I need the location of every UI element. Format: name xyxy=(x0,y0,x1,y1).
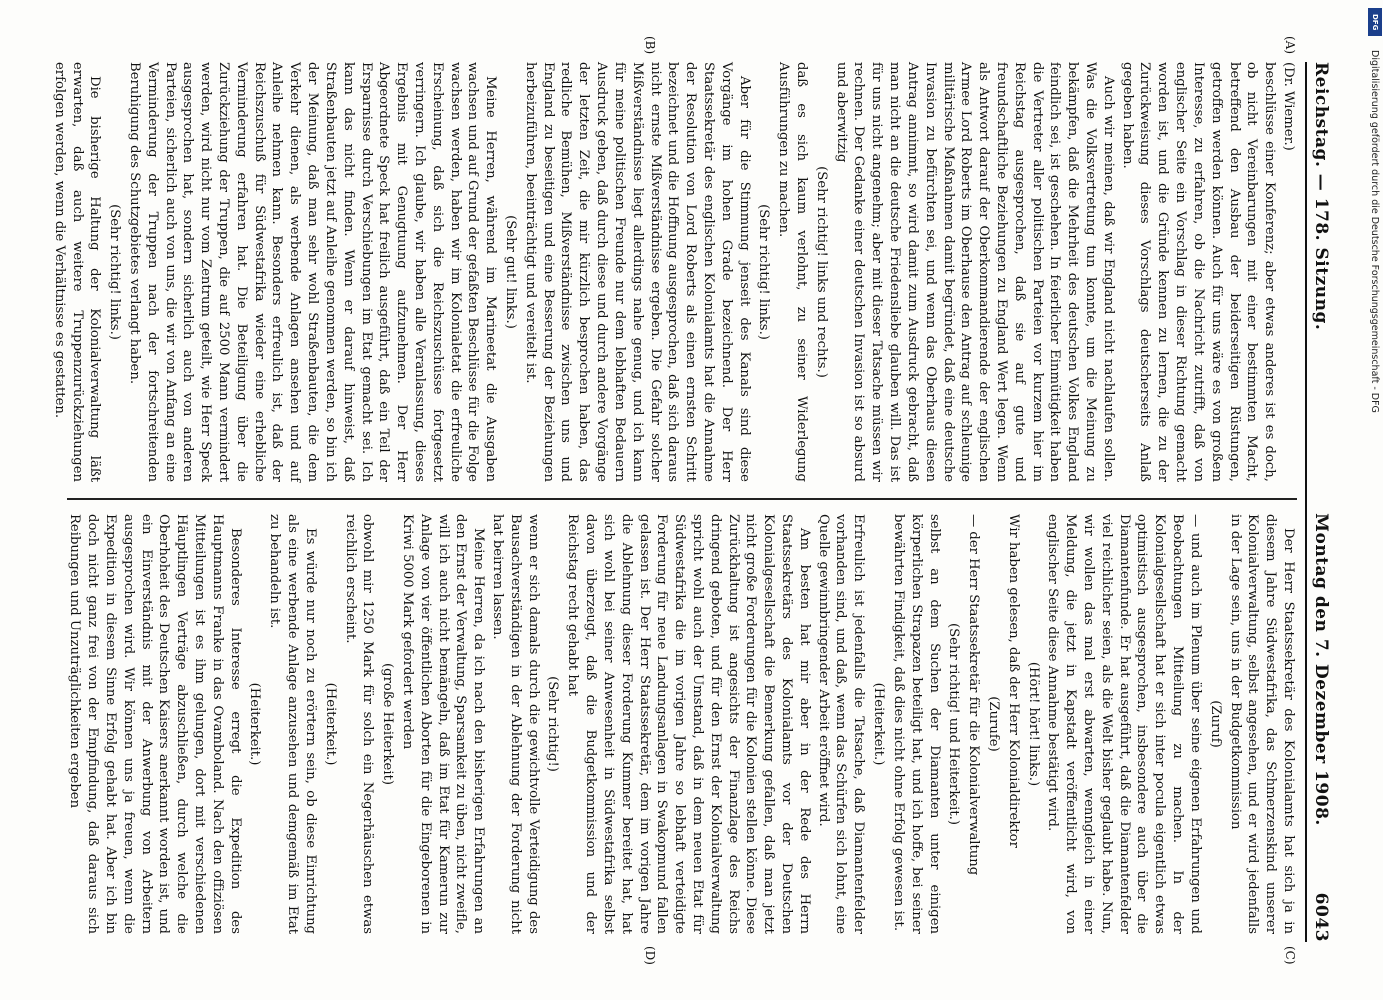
column-divider xyxy=(67,498,1297,500)
interjection: (große Heiterkeit) xyxy=(380,662,396,786)
right-paragraph: Meine Herren, da ich nach den bisherigen Erfahrungen an den Ernst der Verwaltung, Sparsamkeit zu üben, nicht zweifle, will ich auch nicht bemängeln, daß im Etat für Kamerun zur Anlage von vier öffentlichen Aborten für die Eingeborenen in Kriwi 5000 Mark gefordert werden xyxy=(400,514,487,934)
interjection: (Sehr richtig! links.) xyxy=(107,204,123,340)
page-header xyxy=(1305,62,1345,942)
left-paragraph: Aber für die Stimmung jenseit des Kanals sind diese Vorgänge im hohen Grade bezeichnend. Der Herr Staatssekretär des englischen Kolonialamts hat die Annahme der Resolution von Lord Roberts als einen ernsten Schritt bezeichnet und die Hoffnung ausgesprochen, daß sich daraus nicht ernste Mißverständnisse ergeben. Die Gefahr solcher Mißverständnisse liegt allerdings nahe genug, und ich kann für meine politischen Freunde nur dem lebhaften Bedauern Ausdruck geben, daß durch diese und durch andere Vorgänge der letzten Zeit, die mir kürzlich besprochen haben, das redliche Bemühen, Mißverständnisse zwischen uns und England zu beseitigen und eine Besserung der Beziehungen herbeizuführen, beeinträchtigt und vereitelt ist. xyxy=(522,62,752,482)
text-columns xyxy=(51,36,1297,965)
right-paragraph: Besonderes Interesse erregt die Expedition des Hauptmanns Franke in das Ovamboland. Nach den offiziösen Mitteilungen ist es ihm gelungen, dort mit verschiedenen Häuptlingen Verträge abzuschließen, durch welche die Oberhoheit des Deutschen Kaisers anerkannt worden ist, und ein Einverständnis mit der Anwerbung von Arbeitern ausgesprochen wird. Wir können uns ja freuen, wenn die Expedition in diesem Sinne Erfolg gehabt hat. Aber ich bin doch nicht ganz frei von der Empfindung, daß daraus sich Reibungen und Unzuträglichkeiten ergeben xyxy=(67,514,243,934)
digitization-credit xyxy=(1366,10,1386,990)
interjection: (Heiterkeit.) xyxy=(247,682,263,766)
margin-marker-d: (D) xyxy=(643,946,657,965)
right-paragraph: Erfreulich ist jedenfalls die Tatsache, daß Diamantenfelder vorhanden sind, und daß, wenn das Schürfen sich lohnt, eine Quelle gewinnbringender Arbeit eröffnet wird. xyxy=(815,514,867,934)
page-number: 6043 xyxy=(1311,892,1331,942)
interjection: (Sehr richtig! links und rechts.) xyxy=(813,166,829,378)
dfg-logo: DFG xyxy=(1368,8,1382,36)
right-paragraph: — und auch im Plenum über seine eigenen Erfahrungen und Beobachtungen Mitteilung zu machen. In der Kolonialgesellschaft hat er sich inter pocula eigentlich etwas optimistisch ausgesprochen, insbesondere auch über die Diamantenfunde. Er hat ausgeführt, daß die Diamantenfelder viel reichlicher seien, als die Welt bisher geglaubt habe. Nun, wir wollen das mal erst abwarten, wenngleich in einer Meldung, die jetzt in Kapstadt veröffentlicht wird, von englischer Seite diese Annahme bestätigt wird. xyxy=(1045,514,1203,934)
right-paragraph: — der Herr Staatssekretär für die Kolonialverwaltung xyxy=(966,514,982,876)
left-paragraph: Die bisherige Haltung der Kolonialverwaltung läßt erwarten, daß auch weitere Truppenzurückziehungen erfolgen werden, wenn die Verhältnisse es gestatten. xyxy=(51,62,103,482)
header-date: Montag den 7. Dezember 1908. xyxy=(1311,513,1331,826)
header-session: Reichstag. — 178. Sitzung. xyxy=(1311,62,1331,331)
newspaper-page xyxy=(45,36,1345,965)
right-paragraph: wenn er sich damals durch die gewichtvolle Verteidigung des Bausachverständigen in der Ablehnung der Forderung nicht hat beirren lassen. xyxy=(490,514,541,934)
left-paragraph: daß es sich kaum verlohnt, zu seiner Widerlegung Ausführungen zu machen. xyxy=(776,62,810,482)
left-paragraph: Auch wir meinen, daß wir England nicht nachlaufen sollen. Was die Volksvertretung tun konnte, um die Meinung zu bekämpfen, daß die Mehrheit des deutschen Volkes England feindlich sei, ist geschehen. In feierlicher Einmütigkeit haben die Vertreter aller politischen Parteien vor kurzem hier im Reichstag ausgesprochen, daß sie auf gute und freundschaftliche Beziehungen zu England Wert legen. Wenn als Antwort darauf der Oberkommandierende der englischen Armee Lord Roberts im Oberhause den Antrag auf schleunige militärische Maßnahmen damit begründet, daß eine deutsche Invasion zu befürchten sei, und wenn das Oberhaus diesen Antrag annimmt, so wird damit zum Ausdruck gebracht, daß man nicht an die deutsche Friedensliebe glauben will. Das ist für uns nicht angenehm; aber mit dieser Tatsache müssen wir rechnen. Der Gedanke einer deutschen Invasion ist so absurd und aberwitzig xyxy=(833,62,1116,482)
right-column xyxy=(67,514,1297,934)
left-paragraph: Meine Herren, während im Marineetat die Ausgaben wachsen und auf Grund der gefaßten Beschlüsse für die Folge wachsen werden, haben wir im Kolonialetat die erfreuliche Erscheinung, daß sich die Reichszuschüsse fortgesetzt verringern. Ich glaube, wir haben alle Veranlassung, dieses Ergebnis mit Genugtuung aufzunehmen. Der Herr Abgeordnete Speck hat freilich ausgeführt, daß ein Teil der Ersparnisse durch Verschiebungen im Etat gemacht sei. Ich kann das nicht finden. Wenn er darauf hinweist, daß Straßenbauten jetzt auf Anleihe genommen werden, so bin ich der Meinung, daß man sehr wohl Straßenbauten, die dem Verkehr dienen, als werbende Anlagen ansehen und auf Anleihe nehmen kann. Besonders erfreulich ist, daß der Reichszuschuß für Südwestafrika wieder eine erhebliche Verminderung erfahren hat. Die Beteiligung über die Zurückziehung der Truppen, die auf 2500 Mann vermindert werden, wird nicht nur vom Zentrum geteilt, wie Herr Speck ausgesprochen hat, sondern sicherlich auch von anderen Parteien, sicherlich auch von uns, die wir von Anfang an eine Verminderung der Truppen nach der fortschreitenden Beruhigung des Schutzgebietes verlangt haben. xyxy=(127,62,499,482)
right-paragraph: selbst an dem Suchen der Diamanten unter einigen körperlichen Strapazen beteiligt hat, und ich hoffe, bei seiner bewährten Findigkeit, daß dies nicht ohne Erfolg gewesen ist. xyxy=(890,514,942,934)
left-paragraph: beschlüsse einer Konferenz; aber etwas anderes ist es doch, ob nicht Vereinbarungen mit einer bestimmten Macht, betreffend den Ausbau der beiderseitigen Rüstungen, getroffen werden können. Auch für uns wäre es von großem Interesse, zu erfahren, ob die Nachricht zutrifft, daß von englischer Seite ein Vorschlag in dieser Richtung gemacht worden ist, und die Gründe kennen zu lernen, die zu der Zurückweisung dieses Vorschlags deutscherseits Anlaß gegeben haben. xyxy=(1119,62,1278,482)
interjection: (Sehr richtig! und Heiterkeit.) xyxy=(946,622,962,826)
interjection: (Heiterkeit.) xyxy=(322,682,338,766)
margin-marker-c: (C) xyxy=(1283,946,1297,965)
interjection: (Zurufe) xyxy=(986,696,1001,752)
interjection: (Sehr richtig!) xyxy=(545,676,561,772)
right-paragraph: obwohl mir 1250 Mark für solch ein Negerhäuschen etwas reichlich erscheint. xyxy=(342,514,376,934)
right-paragraph: Am besten hat mir aber in der Rede des Herrn Staatssekretärs des Kolonialamts vor der Deutschen Kolonialgesellschaft die Bemerkung gefallen, daß man jetzt nicht große Forderungen für die Kolonien stellen könne. Diese Zurückhaltung ist angesichts der Finanzlage des Reichs dringend geboten, und für den Ernst der Kolonialverwaltung spricht wohl auch der Umstand, daß in dem neuen Etat für Südwestafrika die im vorigen Jahre so lebhaft verteidigte Forderung für neue Landungsanlagen in Swakopmund fallen gelassen ist. Der Herr Staatssekretär, dem im vorigen Jahre die Ablehnung dieser Forderung Kummer bereitet hat, hat sich wohl bei seiner Anwesenheit in Südwestafrika selbst davon überzeugt, daß die Budgetkommission und der Reichstag recht gehabt hat xyxy=(565,514,812,934)
left-column xyxy=(51,62,1297,482)
margin-marker-a: (A) xyxy=(1283,36,1297,55)
speaker-name: (Dr. Wiemer.) xyxy=(1281,62,1296,151)
interjection: (Sehr richtig! links.) xyxy=(756,204,772,340)
credit-text: Digitalisierung gefördert durch die Deutsche Forschungsgemeinschaft - DFG xyxy=(1369,50,1380,413)
margin-marker-b: (B) xyxy=(643,36,657,55)
interjection: (Hört! hört! links.) xyxy=(1025,661,1041,787)
interjection: (Sehr gut! links.) xyxy=(503,215,519,329)
interjection: (Heiterkeit.) xyxy=(871,682,887,766)
right-paragraph: Es würde nur noch zu erörtern sein, ob diese Einrichtung als eine werbende Anlage anzusehen und demgemäß im Etat zu behandeln ist. xyxy=(267,514,318,934)
right-paragraph: Der Herr Staatssekretär des Kolonialamts hat sich ja in diesem Jahre Südwestafrika, das Schmerzenskind unserer Kolonialverwaltung, selbst angesehen, und er wird jedenfalls in der Lage sein, uns in der Budgetkommission xyxy=(1227,514,1296,934)
interjection: (Zuruf) xyxy=(1207,700,1223,748)
right-paragraph: Wir haben gelesen, daß der Herr Kolonialdirektor xyxy=(1005,514,1021,848)
